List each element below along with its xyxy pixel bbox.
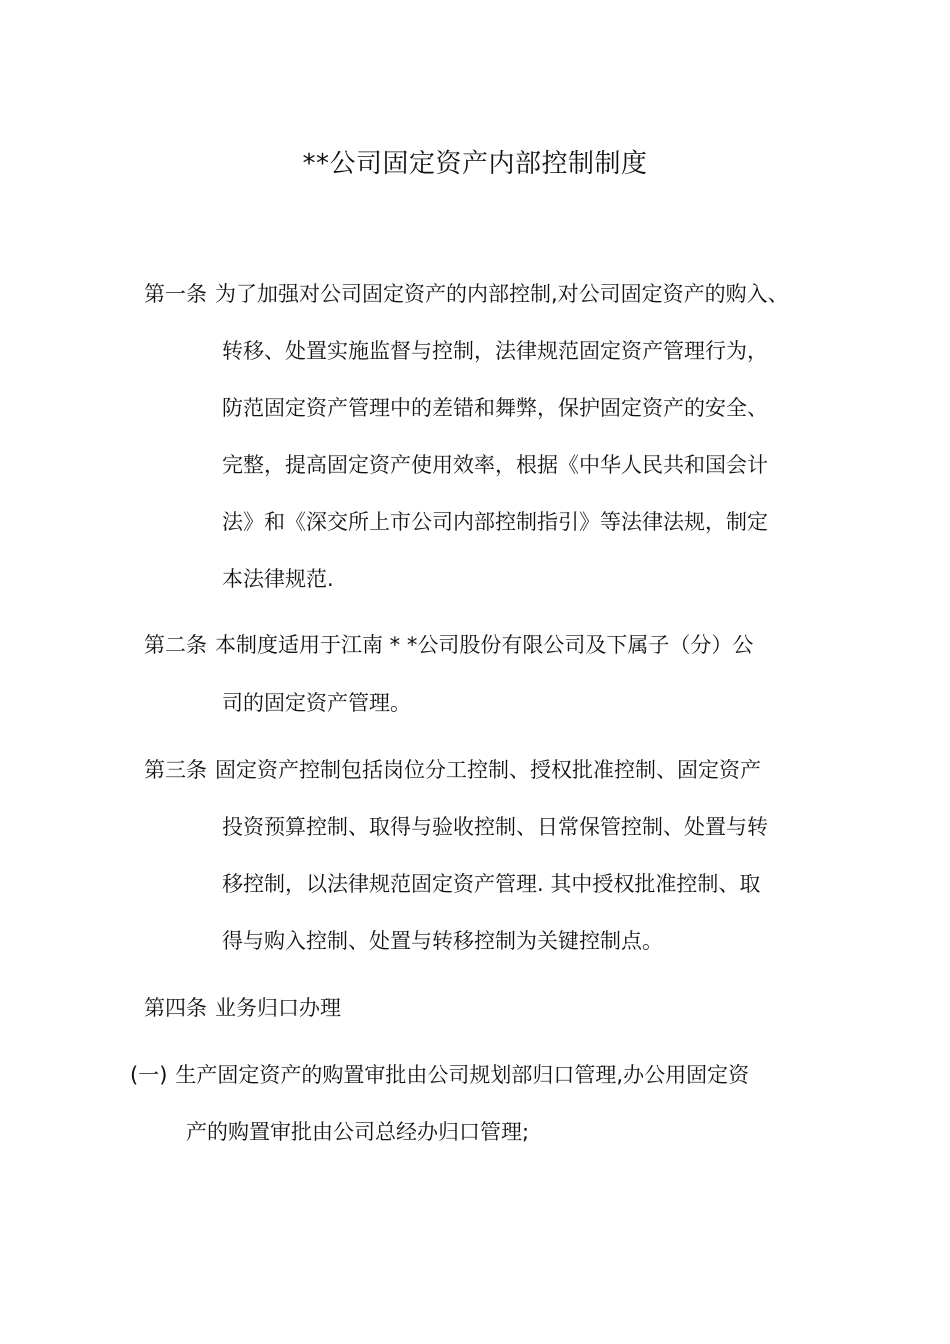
- article-3-label: 第三条: [144, 758, 207, 782]
- article-1-line-6: 本法律规范.: [222, 567, 334, 591]
- article-2-label: 第二条: [144, 633, 207, 657]
- article-1-label: 第一条: [144, 282, 207, 306]
- article-3-line-2: 投资预算控制、取得与验收控制、日常保管控制、处置与转: [222, 815, 768, 839]
- article-1-line-4: 完整，提高固定资产使用效率，根据《中华人民共和国会计: [222, 453, 768, 477]
- article-1-line-5: 法》和《深交所上市公司内部控制指引》等法律法规，制定: [222, 510, 768, 534]
- article-4-line-1: 第四条 业务归口办理: [144, 996, 341, 1020]
- article-1-line-1: 第一条 为了加强对公司固定资产的内部控制,对公司固定资产的购入、: [144, 282, 789, 306]
- document-title: **公司固定资产内部控制制度: [302, 149, 648, 179]
- item-1-label: (一): [130, 1063, 168, 1087]
- article-4-label: 第四条: [144, 996, 207, 1020]
- article-3-line-4: 得与购入控制、处置与转移控制为关键控制点。: [222, 929, 663, 953]
- article-1-line-2: 转移、处置实施监督与控制，法律规范固定资产管理行为，: [222, 339, 768, 363]
- article-2-line-1: 第二条 本制度适用于江南 * *公司股份有限公司及下属子（分）公: [144, 633, 754, 657]
- item-1-line-1: (一) 生产固定资产的购置审批由公司规划部归口管理,办公用固定资: [130, 1063, 750, 1087]
- article-3-line-1: 第三条 固定资产控制包括岗位分工控制、授权批准控制、固定资产: [144, 758, 761, 782]
- article-3-line-3: 移控制，以法律规范固定资产管理. 其中授权批准控制、取: [222, 872, 761, 896]
- article-2-line-2: 司的固定资产管理。: [222, 691, 411, 715]
- item-1-line-2: 产的购置审批由公司总经办归口管理;: [186, 1120, 530, 1144]
- article-1-line-3: 防范固定资产管理中的差错和舞弊，保护固定资产的安全、: [222, 396, 768, 420]
